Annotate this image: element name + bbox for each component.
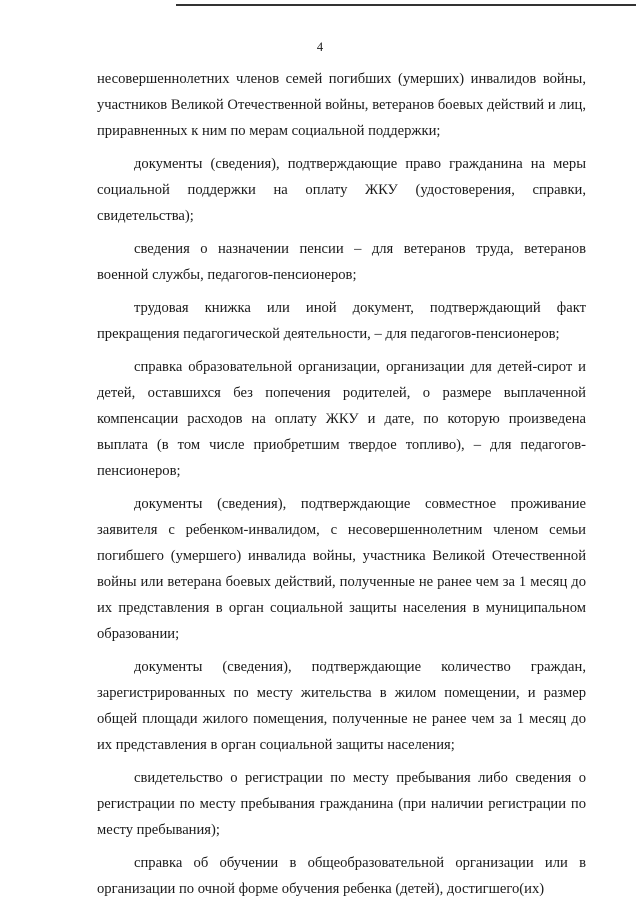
paragraph: трудовая книжка или иной документ, подтверждающий факт прекращения педагогической деятельности, – для педагогов-пенсионеров;	[97, 300, 586, 342]
top-rule	[176, 4, 636, 6]
paragraph: сведения о назначении пенсии – для ветеранов труда, ветеранов военной службы, педагогов-пенсионеров;	[97, 241, 586, 283]
paragraph: справка образовательной организации, организации для детей-сирот и детей, оставшихся без попечения родителей, о размере выплаченной компенсации расходов на оплату ЖКУ и дате, по которую произведена выплата (в том числе приобретшим твердое топливо), – для педагогов-пенсионеров;	[97, 359, 586, 479]
paragraph: несовершеннолетних членов семей погибших (умерших) инвалидов войны, участников Великой Отечественной войны, ветеранов боевых действий и лиц, приравненных к ним по мерам социальной поддержки;	[97, 71, 586, 139]
paragraph: документы (сведения), подтверждающие право гражданина на меры социальной поддержки на оплату ЖКУ (удостоверения, справки, свидетельства);	[97, 156, 586, 224]
paragraph: справка об обучении в общеобразовательной организации или в организации по очной форме обучения ребенка (детей), достигшего(их)	[97, 855, 586, 897]
paragraph: документы (сведения), подтверждающие количество граждан, зарегистрированных по месту жительства в жилом помещении, и размер общей площади жилого помещения, полученные не ранее чем за 1 месяц до их представления в орган социальной защиты населения;	[97, 659, 586, 753]
paragraph: документы (сведения), подтверждающие совместное проживание заявителя с ребенком-инвалидом, с несовершеннолетним членом семьи погибшего (умершего) инвалида войны, участника Великой Отечественной войны или ветерана боевых действий, полученные не ранее чем за 1 месяц до их представления в орган социальной защиты населения в муниципальном образовании;	[97, 496, 586, 642]
page-number: 4	[316, 40, 324, 54]
paragraph: свидетельство о регистрации по месту пребывания либо сведения о регистрации по месту пребывания гражданина (при наличии регистрации по месту пребывания);	[97, 770, 586, 838]
document-body	[97, 66, 586, 902]
